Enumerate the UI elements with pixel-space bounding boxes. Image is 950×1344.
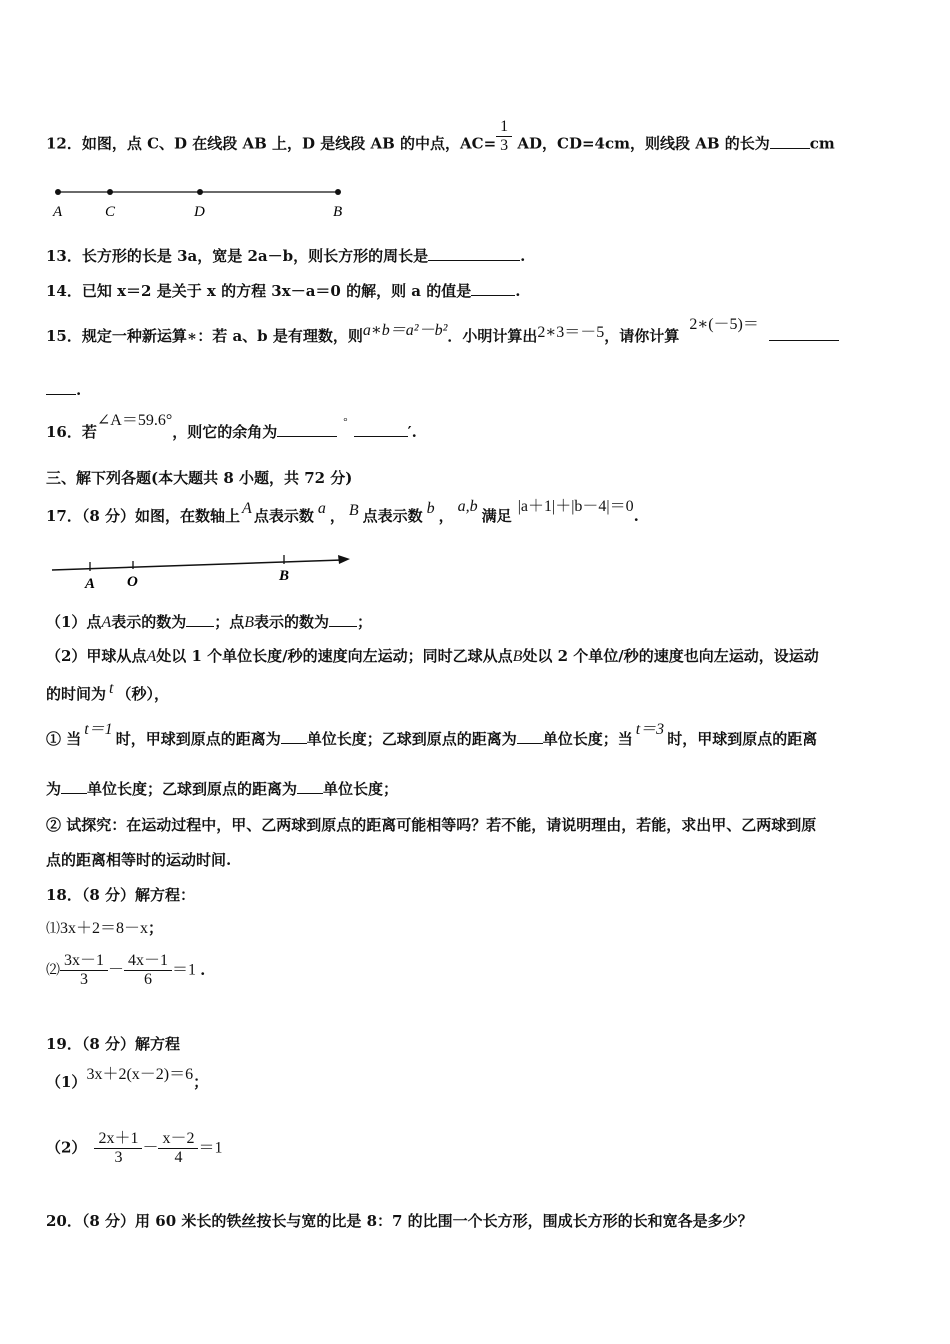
q17-c1-e: 时，甲球到原点的距离: [667, 730, 818, 748]
q16-minute-blank[interactable]: [354, 422, 408, 437]
q12-fraction: [496, 118, 512, 155]
q14-end: .: [515, 282, 521, 300]
q17-case2-line2: 点的距离相等时的运动时间.: [46, 851, 232, 869]
q12-frac-den: 3: [500, 137, 509, 154]
q17-var-b: b: [426, 500, 435, 517]
q18-frac-1-num: 3x－1: [60, 952, 108, 971]
point-a-label: A: [53, 204, 63, 220]
q17-c1-blank-1[interactable]: [281, 729, 307, 744]
q17-comma-1: ，: [329, 507, 345, 525]
q16-text-a: 16．若: [46, 423, 97, 441]
axis-label-a: A: [85, 576, 96, 592]
q17-intro-b: 点表示数: [253, 507, 314, 525]
q12-frac-num: 1: [496, 118, 512, 137]
q17-p1-e: ；: [357, 613, 373, 631]
q19-eq1-end: ；: [193, 1073, 209, 1091]
q15-text-c: ，请你计算: [604, 327, 680, 345]
q15-end: .: [76, 381, 82, 399]
q19-title: 19．（8 分）解方程: [46, 1035, 181, 1053]
q18-frac-2-den: 6: [144, 971, 153, 988]
q16-text-b: ，则它的余角为: [172, 423, 278, 441]
q17-c1-blank-4[interactable]: [297, 779, 323, 794]
q14-line: [46, 281, 520, 301]
point-a-dot: [55, 189, 61, 195]
q18-frac-1-den: 3: [80, 971, 88, 988]
q17-c1-d: 单位长度；当: [542, 730, 633, 748]
q19-eq1: [46, 1066, 209, 1093]
axis-label-o: O: [127, 574, 138, 590]
q18-frac-1: [60, 952, 108, 989]
q14-answer-blank[interactable]: [471, 281, 515, 296]
q17-p2-b: 处以 1 个单位长度/秒的速度向左运动；同时乙球从点: [156, 647, 513, 665]
number-line-axis: [52, 560, 342, 570]
q12-answer-blank[interactable]: [770, 134, 810, 149]
q16-degree-blank[interactable]: [277, 422, 337, 437]
q17-var-t: t: [109, 680, 114, 697]
q15-answer-blank-2[interactable]: [46, 380, 76, 395]
q18-equals: ＝1: [172, 961, 197, 979]
point-b-dot: [335, 189, 341, 195]
q17-p1-point-a: A: [101, 614, 112, 631]
q17-c1-b: 时，甲球到原点的距离为: [115, 730, 281, 748]
q12-text-pre: 12．如图，点 C、D 在线段 AB 上，D 是线段 AB 的中点，AC=: [46, 134, 497, 153]
q17-point-b: B: [348, 502, 359, 519]
point-b-label: B: [333, 204, 343, 220]
q12-text-post: AD，CD=4cm，则线段 AB 的长为: [512, 134, 770, 153]
q19-frac-2: [158, 1130, 198, 1167]
q17-number-line: [46, 546, 366, 594]
q15-formula: a∗b＝a²－b²: [362, 322, 448, 339]
q17-c1-a: ① 当: [46, 730, 82, 748]
q17-intro-c: 点表示数: [362, 507, 423, 525]
q18-eq2-label: ⑵: [46, 963, 60, 979]
q17-c1-c: 单位长度；乙球到原点的距离为: [306, 730, 517, 748]
q13-end: .: [520, 247, 526, 265]
q13-answer-blank[interactable]: [428, 246, 520, 261]
q17-case1-line2: [46, 779, 398, 799]
q19-frac-1-den: 3: [114, 1149, 123, 1166]
q18-eq1-end: ；: [148, 919, 164, 937]
q17-t3: t＝3: [635, 721, 665, 738]
q16-line: [46, 412, 417, 444]
q17-var-ab: a,b: [457, 498, 478, 515]
q17-part1: [46, 612, 372, 633]
point-c-label: C: [105, 204, 116, 220]
q13-line: [46, 246, 525, 266]
q17-part2: [46, 646, 819, 667]
q17-p1-b: 表示的数为: [111, 613, 187, 631]
q17-case2: ② 试探究：在运动过程中，甲、乙两球到原点的距离可能相等吗？若不能，请说明理由，若能，求出甲、乙两球到原: [46, 816, 817, 834]
q17-p1-c: ；点: [214, 613, 245, 631]
axis-label-b: B: [279, 568, 290, 584]
q14-text: 14．已知 x＝2 是关于 x 的方程 3x－a＝0 的解，则 a 的值是: [46, 282, 472, 300]
q17-p1-point-b: B: [244, 614, 255, 631]
q15-line: [46, 316, 839, 347]
q15-line2: [46, 380, 81, 400]
q18-eq2: [46, 952, 205, 989]
q19-frac-1: [94, 1130, 142, 1167]
q19-eq1-label: （1）: [46, 1073, 87, 1091]
q19-frac-2-den: 4: [174, 1149, 183, 1166]
q17-part2-line2: [46, 680, 169, 705]
q12-unit: cm: [809, 134, 835, 153]
q20-line: 20．（8 分）用 60 米长的铁丝按长与宽的比是 8：7 的比围一个长方形，围成长方形的长和宽各是多少？: [46, 1212, 753, 1230]
q17-intro-d: 满足: [481, 507, 512, 525]
q17-t1: t＝1: [84, 721, 113, 738]
q13-text: 13．长方形的长是 3a，宽是 2a－b，则长方形的周长是: [46, 247, 429, 265]
q15-ask: 2∗(－5)＝: [689, 316, 759, 333]
q19-minus: －: [142, 1139, 159, 1157]
q17-c1-line2-c: 单位长度；: [323, 780, 399, 798]
q12-line: [46, 118, 835, 163]
q19-frac-1-num: 2x＋1: [94, 1130, 142, 1149]
q18-eq1: [46, 918, 163, 940]
q17-condition: |a＋1|＋|b－4|＝0: [517, 498, 634, 515]
q17-c1-line2-a: 为: [46, 780, 62, 798]
q18-eq1-formula: 3x＋2＝8－x: [60, 920, 149, 937]
q12-segment-figure: [46, 180, 356, 224]
q17-intro: [46, 498, 639, 527]
q17-c1-blank-2[interactable]: [517, 729, 543, 744]
q17-case1: [46, 721, 818, 750]
q18-frac-2: [124, 952, 172, 989]
q15-example: 2∗3＝－5: [537, 324, 605, 341]
q18-eq1-label: ⑴: [46, 922, 60, 937]
q17-p2-line2-b: （秒），: [116, 685, 169, 703]
q19-eq1-formula: 3x＋2(x－2)＝6: [86, 1066, 194, 1083]
q17-p2-c: 处以 2 个单位/秒的速度也向左运动，设运动: [522, 647, 819, 665]
q17-p1-a: （1）点: [46, 613, 102, 631]
q17-var-a: a: [317, 500, 326, 517]
q17-p1-d: 表示的数为: [254, 613, 330, 631]
q16-angle: ∠A＝59.6°: [96, 412, 173, 429]
q17-end: .: [633, 507, 639, 525]
q17-p2-a: （2）甲球从点: [46, 647, 147, 665]
q19-frac-2-num: x－2: [158, 1130, 198, 1149]
q17-c1-line2-b: 单位长度；乙球到原点的距离为: [87, 780, 298, 798]
number-line-arrow: [338, 555, 350, 564]
q17-intro-a: 17．（8 分）如图，在数轴上: [46, 507, 241, 525]
q18-minus: －: [108, 961, 125, 979]
q15-answer-blank-1[interactable]: [769, 326, 839, 341]
q15-text-b: ．小明计算出: [447, 327, 538, 345]
q16-degree-mark: °: [343, 416, 348, 428]
point-d-dot: [197, 189, 203, 195]
q17-p2-point-a: A: [146, 648, 157, 665]
q18-frac-2-num: 4x－1: [124, 952, 172, 971]
q17-point-a: A: [242, 500, 252, 517]
q17-p1-blank-a[interactable]: [186, 612, 214, 627]
q18-title: 18．（8 分）解方程：: [46, 886, 196, 904]
q18-end: .: [200, 960, 206, 979]
q19-eq2: [46, 1130, 223, 1167]
point-c-dot: [107, 189, 113, 195]
q16-minute-mark: ′.: [407, 423, 417, 441]
q17-p2-point-b: B: [512, 648, 523, 665]
q19-eq2-label: （2）: [46, 1138, 87, 1157]
section-3-heading: 三、解下列各题(本大题共 8 小题，共 72 分): [46, 469, 353, 487]
q17-p2-line2-a: 的时间为: [46, 685, 107, 703]
q15-text-a: 15．规定一种新运算∗：若 a、b 是有理数，则: [46, 327, 363, 345]
q17-c1-blank-3[interactable]: [61, 779, 87, 794]
q17-p1-blank-b[interactable]: [329, 612, 357, 627]
q17-comma-2: ，: [438, 507, 454, 525]
point-d-label: D: [194, 204, 205, 220]
q19-equals: ＝1: [198, 1139, 223, 1157]
